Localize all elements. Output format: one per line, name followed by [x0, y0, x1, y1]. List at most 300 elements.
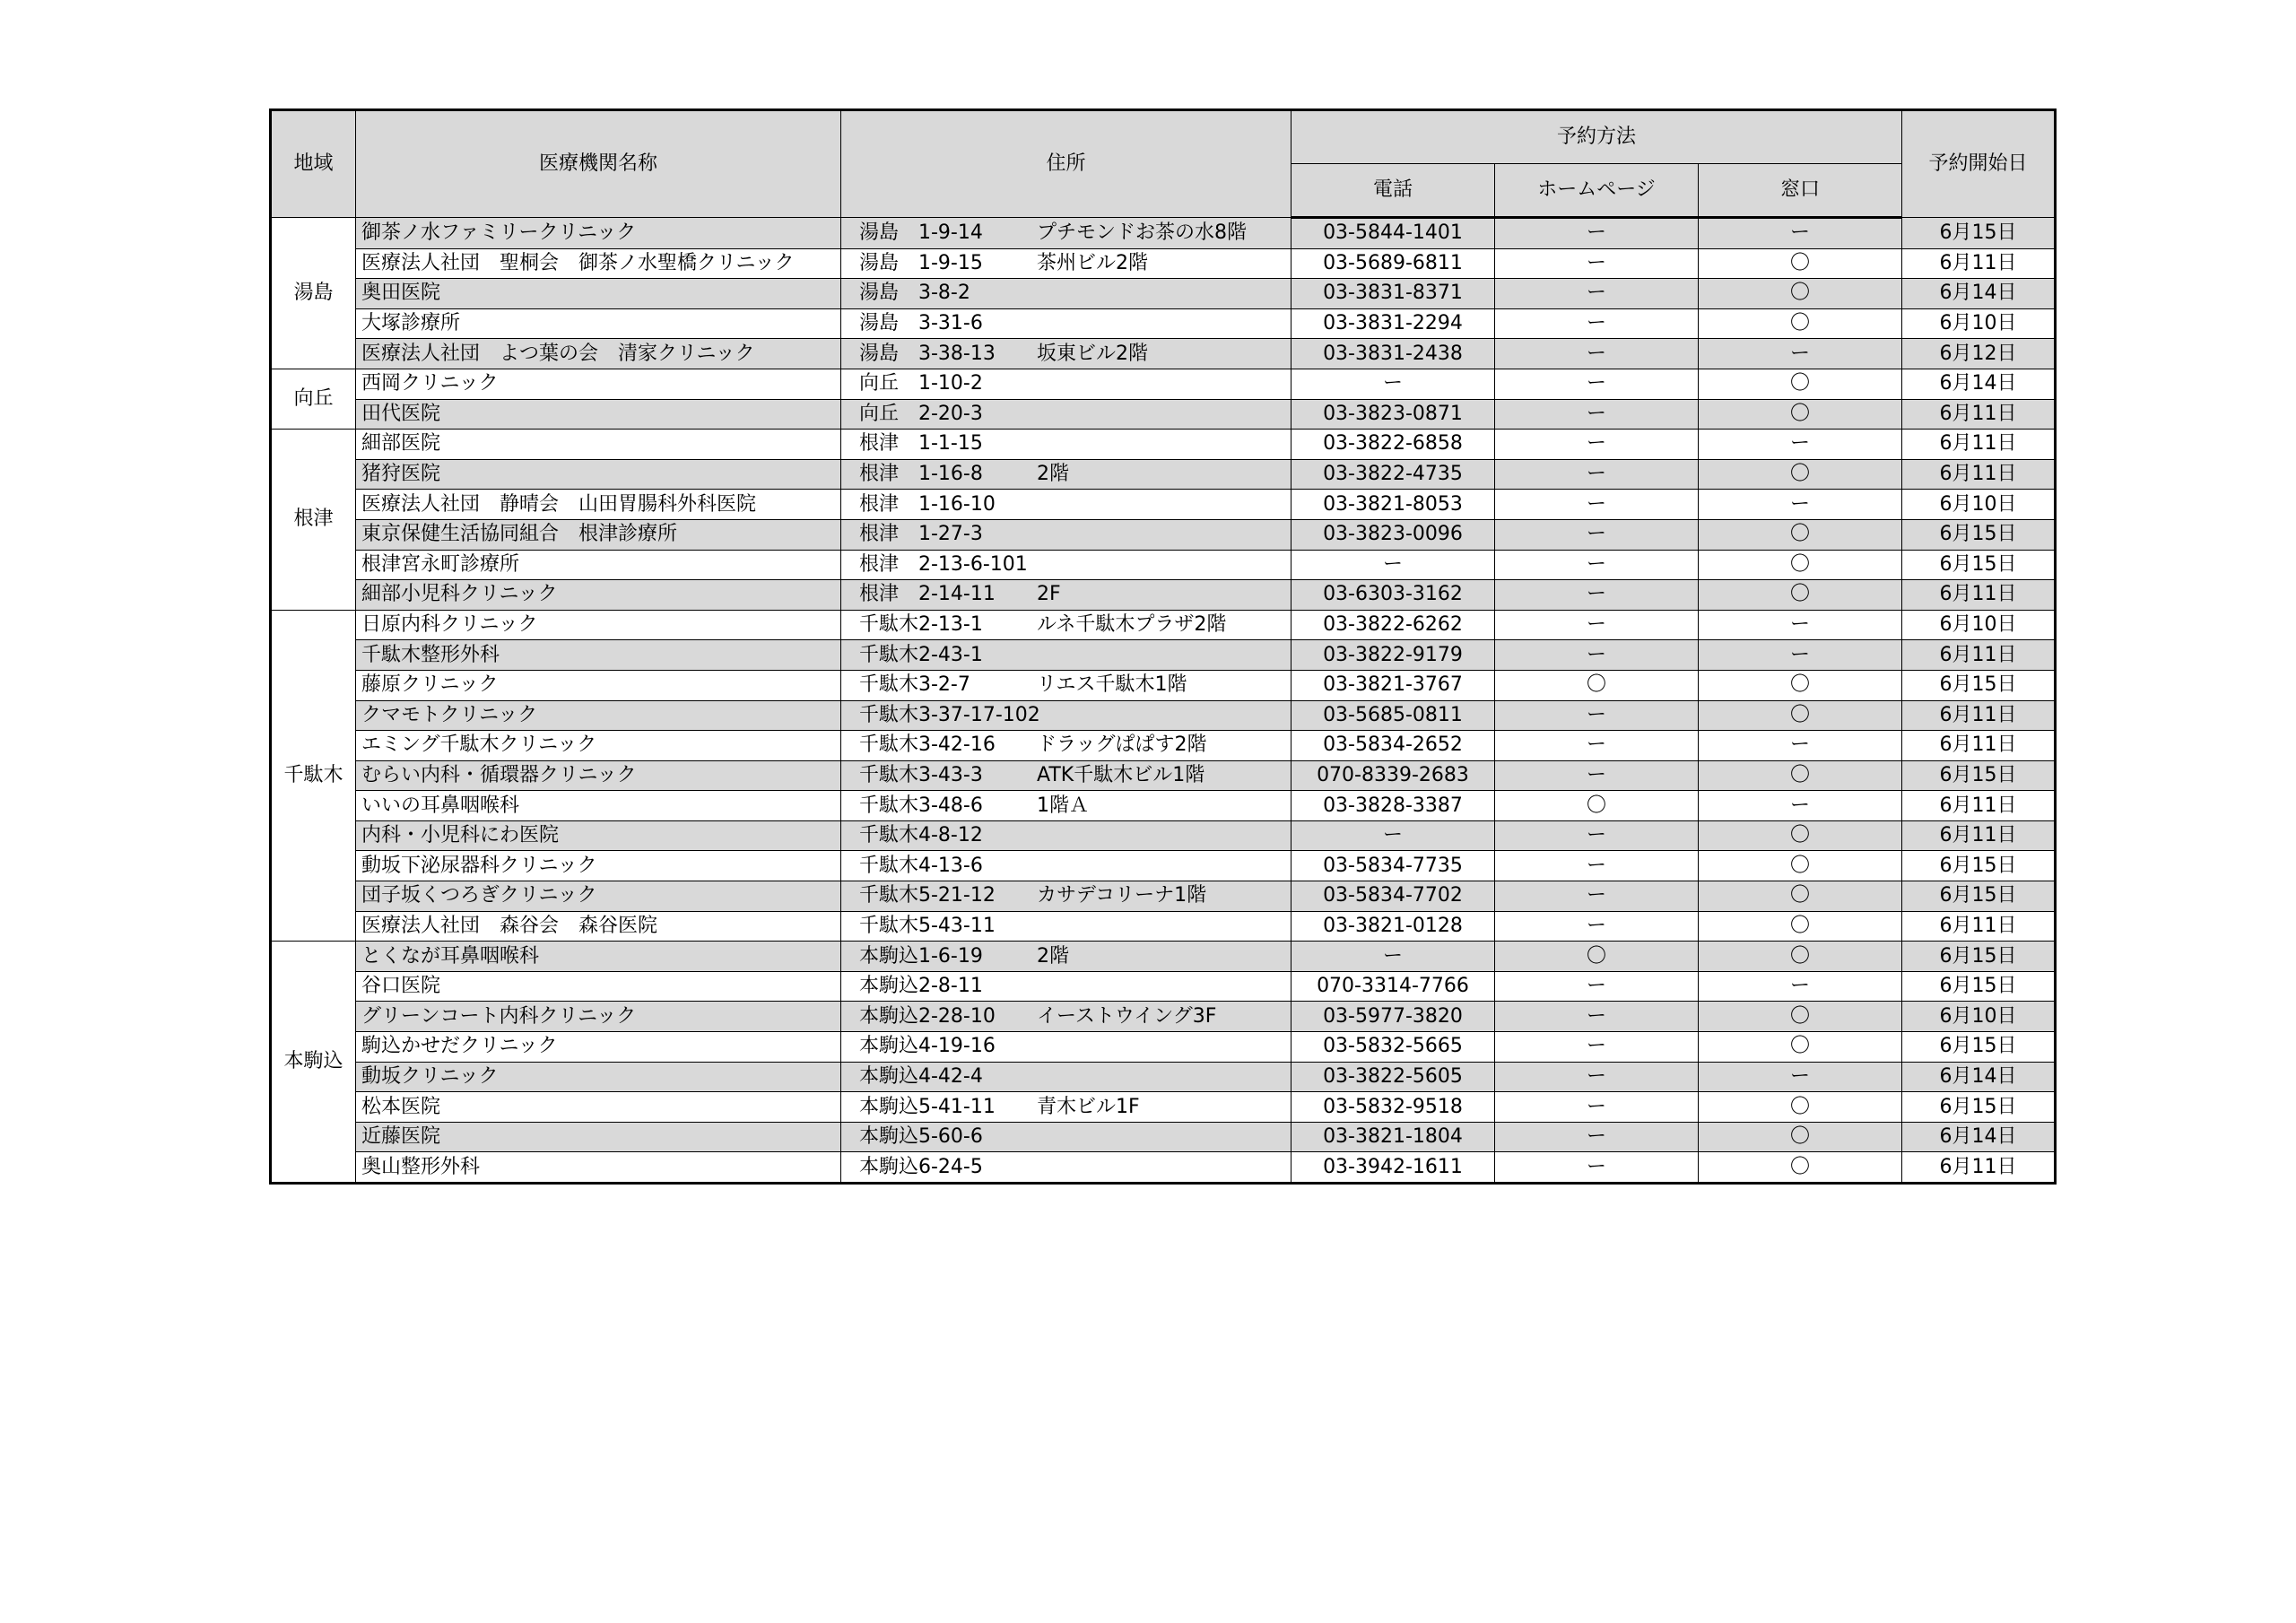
homepage-cell: ー: [1495, 881, 1699, 912]
clinic-address: [841, 459, 1292, 490]
region-cell: 向丘: [271, 369, 356, 429]
table-row: [271, 670, 2056, 700]
clinic-address: [841, 1062, 1292, 1092]
address-building: ドラッグぱぱす2階: [1037, 733, 1207, 757]
counter-cell: 〇: [1699, 1032, 1902, 1063]
table-row: [271, 1092, 2056, 1123]
clinic-name: とくなが耳鼻咽喉科: [356, 942, 841, 972]
clinic-name: 東京保健生活協同組合 根津診療所: [356, 519, 841, 550]
counter-cell: ー: [1699, 971, 1902, 1002]
clinic-address: [841, 430, 1292, 460]
clinic-name: 奥田医院: [356, 279, 841, 309]
start-date-cell: 6月15日: [1902, 1032, 2056, 1063]
start-date-cell: 6月14日: [1902, 1122, 2056, 1152]
address-number: 1-16-10: [918, 492, 996, 516]
table-row: [271, 942, 2056, 972]
address-area: 本駒込: [859, 1095, 919, 1118]
start-date-cell: 6月14日: [1902, 279, 2056, 309]
counter-cell: ー: [1699, 731, 1902, 761]
clinic-name: グリーンコート内科クリニック: [356, 1002, 841, 1032]
table-row: [271, 760, 2056, 791]
clinic-address: [841, 339, 1292, 369]
counter-cell: 〇: [1699, 942, 1902, 972]
table-row: [271, 610, 2056, 640]
clinic-name: 医療法人社団 よつ葉の会 清家クリニック: [356, 339, 841, 369]
clinic-name: 駒込かせだクリニック: [356, 1032, 841, 1063]
counter-cell: ー: [1699, 339, 1902, 369]
homepage-cell: ー: [1495, 971, 1699, 1002]
address-area: 千駄木: [859, 703, 919, 726]
address-number: 4-8-12: [918, 824, 983, 847]
phone-cell: 03-6303-3162: [1292, 580, 1495, 611]
clinic-name: エミング千駄木クリニック: [356, 731, 841, 761]
clinic-address: [841, 731, 1292, 761]
clinic-address: [841, 760, 1292, 791]
address-number: 4-19-16: [918, 1035, 996, 1058]
counter-cell: 〇: [1699, 851, 1902, 881]
table-row: [271, 1152, 2056, 1184]
address-area: 千駄木: [859, 824, 919, 847]
table-row: [271, 369, 2056, 399]
address-area: 千駄木: [859, 763, 919, 786]
clinic-reservation-table: [269, 108, 2057, 1185]
counter-cell: 〇: [1699, 820, 1902, 851]
clinic-name: 内科・小児科にわ医院: [356, 820, 841, 851]
homepage-cell: ー: [1495, 911, 1699, 942]
clinic-address: [841, 881, 1292, 912]
address-number: 3-37-17-102: [918, 703, 1040, 726]
homepage-cell: ー: [1495, 550, 1699, 580]
table-row: [271, 399, 2056, 430]
clinic-address: [841, 791, 1292, 821]
homepage-cell: ー: [1495, 820, 1699, 851]
address-building: 坂東ビル2階: [1037, 342, 1148, 365]
clinic-name: 根津宮永町診療所: [356, 550, 841, 580]
homepage-cell: ー: [1495, 610, 1699, 640]
address-number: 2-28-10: [918, 1004, 996, 1028]
table-row: [271, 308, 2056, 339]
homepage-cell: ー: [1495, 248, 1699, 279]
clinic-address: [841, 1092, 1292, 1123]
clinic-address: [841, 1122, 1292, 1152]
address-building: ルネ千駄木プラザ2階: [1037, 613, 1227, 637]
table-row: [271, 791, 2056, 821]
clinic-address: [841, 1152, 1292, 1184]
counter-cell: 〇: [1699, 308, 1902, 339]
address-number: 4-42-4: [918, 1064, 983, 1088]
address-area: 湯島: [859, 312, 900, 335]
clinic-address: [841, 248, 1292, 279]
start-date-cell: 6月11日: [1902, 820, 2056, 851]
table-body: [271, 218, 2056, 1184]
clinic-name: 細部医院: [356, 430, 841, 460]
table-row: [271, 519, 2056, 550]
homepage-cell: ー: [1495, 1092, 1699, 1123]
counter-cell: 〇: [1699, 670, 1902, 700]
counter-cell: 〇: [1699, 279, 1902, 309]
address-number: 2-13-6-101: [918, 552, 1028, 576]
clinic-address: [841, 369, 1292, 399]
address-area: 根津: [859, 463, 900, 486]
homepage-cell: ー: [1495, 851, 1699, 881]
address-building: プチモンドお茶の水8階: [1037, 221, 1247, 244]
header-phone: 電話: [1292, 164, 1495, 218]
start-date-cell: 6月11日: [1902, 459, 2056, 490]
phone-cell: ー: [1292, 942, 1495, 972]
header-region: 地域: [271, 110, 356, 218]
address-number: 3-38-13: [918, 342, 996, 365]
start-date-cell: 6月11日: [1902, 580, 2056, 611]
address-area: 根津: [859, 583, 900, 606]
clinic-address: [841, 851, 1292, 881]
counter-cell: 〇: [1699, 369, 1902, 399]
address-number: 2-8-11: [918, 975, 983, 998]
address-number: 2-14-11: [918, 583, 996, 606]
clinic-name: 松本医院: [356, 1092, 841, 1123]
address-building: 2階: [1037, 944, 1069, 968]
counter-cell: ー: [1699, 791, 1902, 821]
clinic-name: 西岡クリニック: [356, 369, 841, 399]
table-row: [271, 459, 2056, 490]
address-building: ATK千駄木ビル1階: [1037, 763, 1205, 786]
start-date-cell: 6月15日: [1902, 519, 2056, 550]
phone-cell: 03-5832-9518: [1292, 1092, 1495, 1123]
clinic-name: 千駄木整形外科: [356, 640, 841, 671]
clinic-name: 谷口医院: [356, 971, 841, 1002]
clinic-name: いいの耳鼻咽喉科: [356, 791, 841, 821]
homepage-cell: ー: [1495, 519, 1699, 550]
table-row: [271, 700, 2056, 731]
counter-cell: 〇: [1699, 700, 1902, 731]
address-area: 千駄木: [859, 613, 919, 637]
start-date-cell: 6月15日: [1902, 971, 2056, 1002]
phone-cell: 03-3831-2294: [1292, 308, 1495, 339]
clinic-address: [841, 218, 1292, 249]
address-building: リエス千駄木1階: [1037, 673, 1187, 697]
counter-cell: ー: [1699, 1062, 1902, 1092]
address-building: 青木ビル1F: [1037, 1095, 1140, 1118]
start-date-cell: 6月15日: [1902, 670, 2056, 700]
start-date-cell: 6月10日: [1902, 308, 2056, 339]
address-area: 千駄木: [859, 794, 919, 817]
phone-cell: 03-3942-1611: [1292, 1152, 1495, 1184]
address-area: 根津: [859, 432, 900, 456]
phone-cell: 070-8339-2683: [1292, 760, 1495, 791]
address-number: 4-13-6: [918, 854, 983, 877]
address-area: 千駄木: [859, 733, 919, 757]
region-cell: 根津: [271, 430, 356, 611]
table-row: [271, 1032, 2056, 1063]
counter-cell: 〇: [1699, 1122, 1902, 1152]
address-area: 向丘: [859, 372, 900, 395]
start-date-cell: 6月14日: [1902, 1062, 2056, 1092]
address-area: 湯島: [859, 282, 900, 305]
homepage-cell: ー: [1495, 279, 1699, 309]
phone-cell: ー: [1292, 369, 1495, 399]
clinic-address: [841, 308, 1292, 339]
table-row: [271, 881, 2056, 912]
table-row: [271, 731, 2056, 761]
clinic-name: 医療法人社団 静晴会 山田胃腸科外科医院: [356, 490, 841, 520]
header-counter: 窓口: [1699, 164, 1902, 218]
address-number: 1-6-19: [918, 944, 983, 968]
start-date-cell: 6月11日: [1902, 399, 2056, 430]
address-area: 根津: [859, 552, 900, 576]
clinic-address: [841, 820, 1292, 851]
address-number: 5-21-12: [918, 884, 996, 907]
homepage-cell: ー: [1495, 760, 1699, 791]
clinic-name: 動坂クリニック: [356, 1062, 841, 1092]
clinic-name: 日原内科クリニック: [356, 610, 841, 640]
start-date-cell: 6月10日: [1902, 610, 2056, 640]
start-date-cell: 6月11日: [1902, 640, 2056, 671]
start-date-cell: 6月15日: [1902, 760, 2056, 791]
counter-cell: 〇: [1699, 399, 1902, 430]
clinic-name: クマモトクリニック: [356, 700, 841, 731]
table-row: [271, 550, 2056, 580]
start-date-cell: 6月15日: [1902, 851, 2056, 881]
start-date-cell: 6月11日: [1902, 791, 2056, 821]
table-row: [271, 490, 2056, 520]
clinic-name: 医療法人社団 聖桐会 御茶ノ水聖橋クリニック: [356, 248, 841, 279]
address-number: 1-9-14: [918, 221, 983, 244]
homepage-cell: ー: [1495, 640, 1699, 671]
clinic-name: 藤原クリニック: [356, 670, 841, 700]
phone-cell: 03-3823-0871: [1292, 399, 1495, 430]
homepage-cell: ー: [1495, 700, 1699, 731]
clinic-address: [841, 399, 1292, 430]
phone-cell: ー: [1292, 550, 1495, 580]
clinic-name: 御茶ノ水ファミリークリニック: [356, 218, 841, 249]
address-area: 本駒込: [859, 1035, 919, 1058]
clinic-address: [841, 490, 1292, 520]
homepage-cell: ー: [1495, 1152, 1699, 1184]
address-building: 2F: [1037, 583, 1061, 606]
counter-cell: 〇: [1699, 881, 1902, 912]
phone-cell: 03-5832-5665: [1292, 1032, 1495, 1063]
homepage-cell: ー: [1495, 459, 1699, 490]
address-number: 1-16-8: [918, 463, 983, 486]
address-number: 5-60-6: [918, 1125, 983, 1149]
start-date-cell: 6月11日: [1902, 700, 2056, 731]
phone-cell: 03-3822-6262: [1292, 610, 1495, 640]
address-number: 1-27-3: [918, 523, 983, 546]
address-area: 向丘: [859, 402, 900, 425]
start-date-cell: 6月15日: [1902, 218, 2056, 249]
counter-cell: ー: [1699, 430, 1902, 460]
address-building: カサデコリーナ1階: [1037, 884, 1207, 907]
counter-cell: 〇: [1699, 580, 1902, 611]
address-area: 本駒込: [859, 1155, 919, 1178]
table-row: [271, 1002, 2056, 1032]
homepage-cell: ー: [1495, 490, 1699, 520]
counter-cell: ー: [1699, 610, 1902, 640]
phone-cell: 03-5977-3820: [1292, 1002, 1495, 1032]
start-date-cell: 6月15日: [1902, 1092, 2056, 1123]
header-homepage: ホームページ: [1495, 164, 1699, 218]
address-number: 2-20-3: [918, 402, 983, 425]
clinic-address: [841, 519, 1292, 550]
address-number: 5-41-11: [918, 1095, 996, 1118]
start-date-cell: 6月10日: [1902, 490, 2056, 520]
address-number: 2-13-1: [918, 613, 983, 637]
clinic-name: むらい内科・循環器クリニック: [356, 760, 841, 791]
address-building: 2階: [1037, 463, 1069, 486]
clinic-address: [841, 670, 1292, 700]
clinic-name: 猪狩医院: [356, 459, 841, 490]
address-area: 湯島: [859, 342, 900, 365]
phone-cell: 03-3831-8371: [1292, 279, 1495, 309]
phone-cell: 03-3822-9179: [1292, 640, 1495, 671]
address-number: 3-8-2: [918, 282, 970, 305]
start-date-cell: 6月15日: [1902, 881, 2056, 912]
clinic-name: 団子坂くつろぎクリニック: [356, 881, 841, 912]
table-row: [271, 971, 2056, 1002]
phone-cell: 03-3822-6858: [1292, 430, 1495, 460]
address-number: 3-2-7: [918, 673, 970, 697]
clinic-address: [841, 1032, 1292, 1063]
homepage-cell: ー: [1495, 369, 1699, 399]
counter-cell: 〇: [1699, 1002, 1902, 1032]
clinic-address: [841, 279, 1292, 309]
homepage-cell: ー: [1495, 1002, 1699, 1032]
phone-cell: 03-5844-1401: [1292, 218, 1495, 249]
clinic-name: 細部小児科クリニック: [356, 580, 841, 611]
start-date-cell: 6月15日: [1902, 550, 2056, 580]
homepage-cell: ー: [1495, 430, 1699, 460]
address-building: イーストウイング3F: [1037, 1004, 1217, 1028]
start-date-cell: 6月10日: [1902, 1002, 2056, 1032]
address-number: 3-43-3: [918, 763, 983, 786]
table-row: [271, 640, 2056, 671]
clinic-address: [841, 640, 1292, 671]
clinic-address: [841, 911, 1292, 942]
phone-cell: 03-3828-3387: [1292, 791, 1495, 821]
start-date-cell: 6月11日: [1902, 1152, 2056, 1184]
counter-cell: 〇: [1699, 248, 1902, 279]
header-method: 予約方法: [1292, 110, 1902, 164]
phone-cell: 03-3821-8053: [1292, 490, 1495, 520]
homepage-cell: ー: [1495, 731, 1699, 761]
start-date-cell: 6月11日: [1902, 430, 2056, 460]
clinic-name: 奥山整形外科: [356, 1152, 841, 1184]
homepage-cell: ー: [1495, 1122, 1699, 1152]
region-cell: 千駄木: [271, 610, 356, 942]
clinic-name: 田代医院: [356, 399, 841, 430]
table-row: [271, 279, 2056, 309]
address-area: 千駄木: [859, 884, 919, 907]
homepage-cell: 〇: [1495, 670, 1699, 700]
homepage-cell: ー: [1495, 580, 1699, 611]
start-date-cell: 6月11日: [1902, 248, 2056, 279]
phone-cell: 03-3831-2438: [1292, 339, 1495, 369]
address-number: 3-31-6: [918, 312, 983, 335]
phone-cell: 03-5834-2652: [1292, 731, 1495, 761]
address-area: 本駒込: [859, 1064, 919, 1088]
clinic-address: [841, 700, 1292, 731]
counter-cell: 〇: [1699, 519, 1902, 550]
homepage-cell: ー: [1495, 339, 1699, 369]
counter-cell: 〇: [1699, 459, 1902, 490]
phone-cell: 03-5834-7702: [1292, 881, 1495, 912]
clinic-address: [841, 971, 1292, 1002]
phone-cell: 03-5689-6811: [1292, 248, 1495, 279]
address-area: 本駒込: [859, 1004, 919, 1028]
table-row: [271, 218, 2056, 249]
counter-cell: ー: [1699, 218, 1902, 249]
table-header: [271, 110, 2056, 218]
address-number: 2-43-1: [918, 643, 983, 666]
homepage-cell: 〇: [1495, 942, 1699, 972]
homepage-cell: ー: [1495, 399, 1699, 430]
table-row: [271, 1122, 2056, 1152]
counter-cell: 〇: [1699, 911, 1902, 942]
address-area: 本駒込: [859, 944, 919, 968]
address-number: 1-9-15: [918, 251, 983, 274]
start-date-cell: 6月11日: [1902, 731, 2056, 761]
table-row: [271, 851, 2056, 881]
address-area: 千駄木: [859, 914, 919, 937]
address-area: 根津: [859, 492, 900, 516]
address-area: 本駒込: [859, 975, 919, 998]
counter-cell: 〇: [1699, 1152, 1902, 1184]
homepage-cell: 〇: [1495, 791, 1699, 821]
address-area: 本駒込: [859, 1125, 919, 1149]
start-date-cell: 6月12日: [1902, 339, 2056, 369]
table-row: [271, 580, 2056, 611]
address-area: 湯島: [859, 251, 900, 274]
phone-cell: 03-5685-0811: [1292, 700, 1495, 731]
address-building: 茶州ビル2階: [1037, 251, 1148, 274]
address-number: 5-43-11: [918, 914, 996, 937]
address-area: 千駄木: [859, 673, 919, 697]
address-number: 6-24-5: [918, 1155, 983, 1178]
header-start: 予約開始日: [1902, 110, 2056, 218]
clinic-name: 大塚診療所: [356, 308, 841, 339]
header-name: 医療機関名称: [356, 110, 841, 218]
table-row: [271, 248, 2056, 279]
clinic-name: 動坂下泌尿器科クリニック: [356, 851, 841, 881]
clinic-address: [841, 1002, 1292, 1032]
table-row: [271, 911, 2056, 942]
clinic-address: [841, 550, 1292, 580]
phone-cell: 03-3823-0096: [1292, 519, 1495, 550]
phone-cell: 070-3314-7766: [1292, 971, 1495, 1002]
counter-cell: ー: [1699, 490, 1902, 520]
address-building: 1階Ａ: [1037, 794, 1089, 817]
counter-cell: 〇: [1699, 760, 1902, 791]
table-row: [271, 820, 2056, 851]
clinic-name: 近藤医院: [356, 1122, 841, 1152]
address-area: 千駄木: [859, 854, 919, 877]
clinic-address: [841, 610, 1292, 640]
clinic-address: [841, 580, 1292, 611]
counter-cell: 〇: [1699, 550, 1902, 580]
phone-cell: 03-3821-1804: [1292, 1122, 1495, 1152]
phone-cell: 03-3821-3767: [1292, 670, 1495, 700]
counter-cell: ー: [1699, 640, 1902, 671]
phone-cell: 03-5834-7735: [1292, 851, 1495, 881]
homepage-cell: ー: [1495, 308, 1699, 339]
address-area: 根津: [859, 523, 900, 546]
address-number: 3-48-6: [918, 794, 983, 817]
table-row: [271, 1062, 2056, 1092]
address-number: 3-42-16: [918, 733, 996, 757]
homepage-cell: ー: [1495, 1032, 1699, 1063]
phone-cell: 03-3822-5605: [1292, 1062, 1495, 1092]
start-date-cell: 6月11日: [1902, 911, 2056, 942]
phone-cell: ー: [1292, 820, 1495, 851]
